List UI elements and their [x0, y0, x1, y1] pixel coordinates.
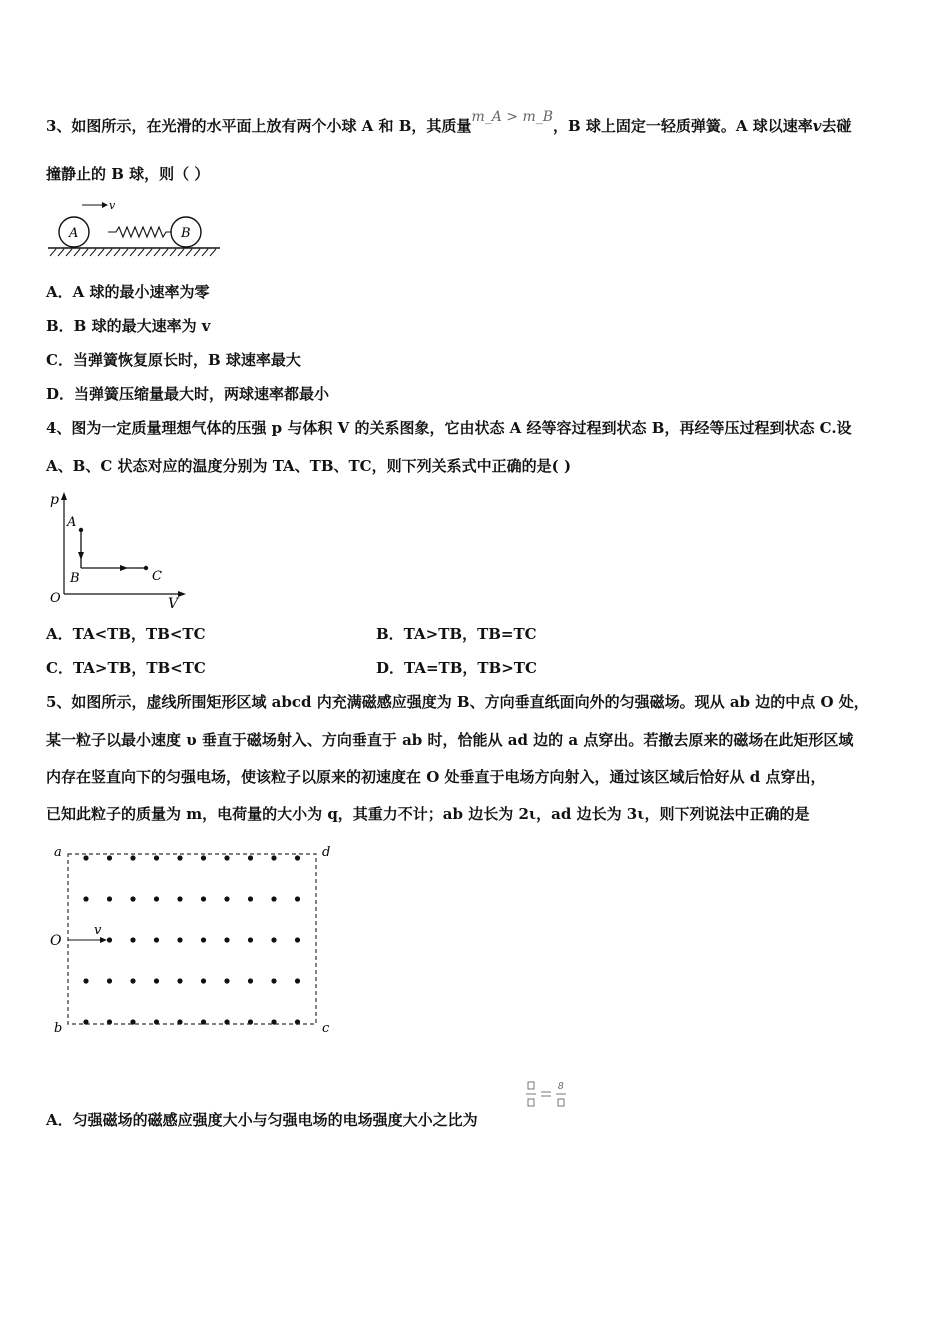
field-dot [248, 978, 253, 983]
corner-d-label: d [322, 845, 331, 860]
field-dot [130, 978, 135, 983]
field-dot [295, 855, 300, 860]
velocity-label: v [109, 199, 116, 212]
field-dot [271, 1019, 276, 1024]
field-dot [271, 896, 276, 901]
field-dot [248, 855, 253, 860]
field-dot [154, 937, 159, 942]
q3-option-b: B．B 球的最大速率为 v [46, 317, 211, 335]
field-dot [248, 937, 253, 942]
p-axis-label: p [50, 492, 59, 508]
q3-figure [44, 196, 224, 260]
field-dot [248, 1019, 253, 1024]
field-dot [295, 978, 300, 983]
point-o-label: O [50, 933, 62, 949]
field-dot [107, 978, 112, 983]
q5-field-figure [44, 838, 344, 1038]
state-a-label: A [67, 515, 77, 530]
field-dot [107, 1019, 112, 1024]
field-dot [271, 978, 276, 983]
q3-option-d: D．当弹簧压缩量最大时，两球速率都最小 [46, 385, 330, 403]
corner-c-label: c [322, 1021, 330, 1036]
q3-stem-line1 [46, 109, 852, 137]
field-dot [177, 978, 182, 983]
field-dot [224, 978, 229, 983]
q3-stem-line2: 撞静止的 B 球，则（ ） [46, 165, 210, 183]
field-dot [201, 937, 206, 942]
q3-stem-part3: 去碰 [821, 117, 852, 135]
ball-a-label: A [69, 226, 79, 241]
field-dot [201, 896, 206, 901]
field-dot [130, 855, 135, 860]
field-region [68, 854, 316, 1024]
field-dot [271, 855, 276, 860]
q5-option-a: A．匀强磁场的磁感应强度大小与匀强电场的电场强度大小之比为 [46, 1111, 478, 1129]
state-c-point [144, 566, 148, 570]
q5-stem-line1: 5、如图所示，虚线所围矩形区域 abcd 内充满磁感应强度为 B、方向垂直纸面向外的匀强磁场。现从 ab 边的中点 O 处， [46, 693, 869, 711]
field-dot [154, 896, 159, 901]
field-dot [130, 1019, 135, 1024]
q5-stem-line4: 已知此粒子的质量为 m，电荷量的大小为 q，其重力不计；ab 边长为 2ι，ad 边长为 3ι，则下列说法中正确的是 [46, 805, 810, 823]
field-dot [295, 937, 300, 942]
field-dot [224, 855, 229, 860]
entry-velocity-label: v [94, 923, 102, 938]
q4-stem-line2: A、B、C 状态对应的温度分别为 TA、TB、TC，则下列关系式中正确的是( ) [46, 457, 572, 475]
q5-stem-line2: 某一粒子以最小速度 υ 垂直于磁场射入、方向垂直于 ab 时，恰能从 ad 边的 a 点穿出。若撤去原来的磁场在此矩形区域 [46, 731, 854, 749]
q3-stem-part1: 3、如图所示，在光滑的水平面上放有两个小球 A 和 B，其质量 [46, 117, 472, 135]
q4-option-c: C．TA>TB，TB<TC [46, 659, 206, 677]
field-dot [295, 1019, 300, 1024]
q4-option-b: B．TA>TB，TB=TC [376, 625, 537, 643]
q4-option-d: D．TA=TB，TB>TC [376, 659, 537, 677]
q4-pv-graph [44, 490, 194, 612]
field-dot [201, 1019, 206, 1024]
field-dot [154, 1019, 159, 1024]
field-dot [83, 896, 88, 901]
field-dot [271, 937, 276, 942]
v-axis-label: V [168, 596, 179, 612]
field-dot [177, 937, 182, 942]
origin-label: O [50, 591, 61, 606]
q5-stem-line3: 内存在竖直向下的匀强电场，使该粒子以原来的初速度在 O 处垂直于电场方向射入，通过该区域后恰好从 d 点穿出， [46, 768, 826, 786]
field-dot [130, 896, 135, 901]
field-dot [154, 855, 159, 860]
field-dot [130, 937, 135, 942]
q4-option-a: A．TA<TB，TB<TC [46, 625, 206, 643]
q3-mass-expression: m_A > m_B [471, 109, 554, 125]
state-c-label: C [152, 569, 162, 584]
ball-b-label: B [181, 226, 191, 241]
fraction-numerator: 8 [558, 1082, 564, 1092]
field-dot [295, 896, 300, 901]
field-dot [177, 855, 182, 860]
field-dot [224, 937, 229, 942]
field-dots [83, 855, 300, 1024]
field-dot [107, 855, 112, 860]
field-dot [224, 1019, 229, 1024]
state-b-label: B [70, 571, 80, 586]
q3-option-a: A．A 球的最小速率为零 [46, 283, 210, 301]
spring [108, 227, 171, 237]
field-dot [177, 1019, 182, 1024]
q3-option-c: C．当弹簧恢复原长时，B 球速率最大 [46, 351, 301, 369]
field-dot [83, 855, 88, 860]
field-dot [83, 978, 88, 983]
field-dot [83, 1019, 88, 1024]
corner-b-label: b [54, 1021, 63, 1036]
field-dot [224, 896, 229, 901]
field-dot [177, 896, 182, 901]
q3-velocity-symbol: v [812, 117, 822, 135]
field-dot [248, 896, 253, 901]
field-dot [107, 896, 112, 901]
fraction-expression [524, 1078, 574, 1112]
state-a-point [79, 528, 83, 532]
field-dot [107, 937, 112, 942]
field-dot [201, 855, 206, 860]
field-dot [154, 978, 159, 983]
q4-stem-line1: 4、图为一定质量理想气体的压强 p 与体积 V 的关系图象，它由状态 A 经等容过程到状态 B，再经等压过程到状态 C.设 [46, 419, 852, 437]
q3-stem-part2: ，B 球上固定一轻质弹簧。A 球以速率 [553, 117, 813, 135]
corner-a-label: a [54, 845, 62, 860]
field-dot [201, 978, 206, 983]
velocity-arrowhead [102, 202, 108, 208]
